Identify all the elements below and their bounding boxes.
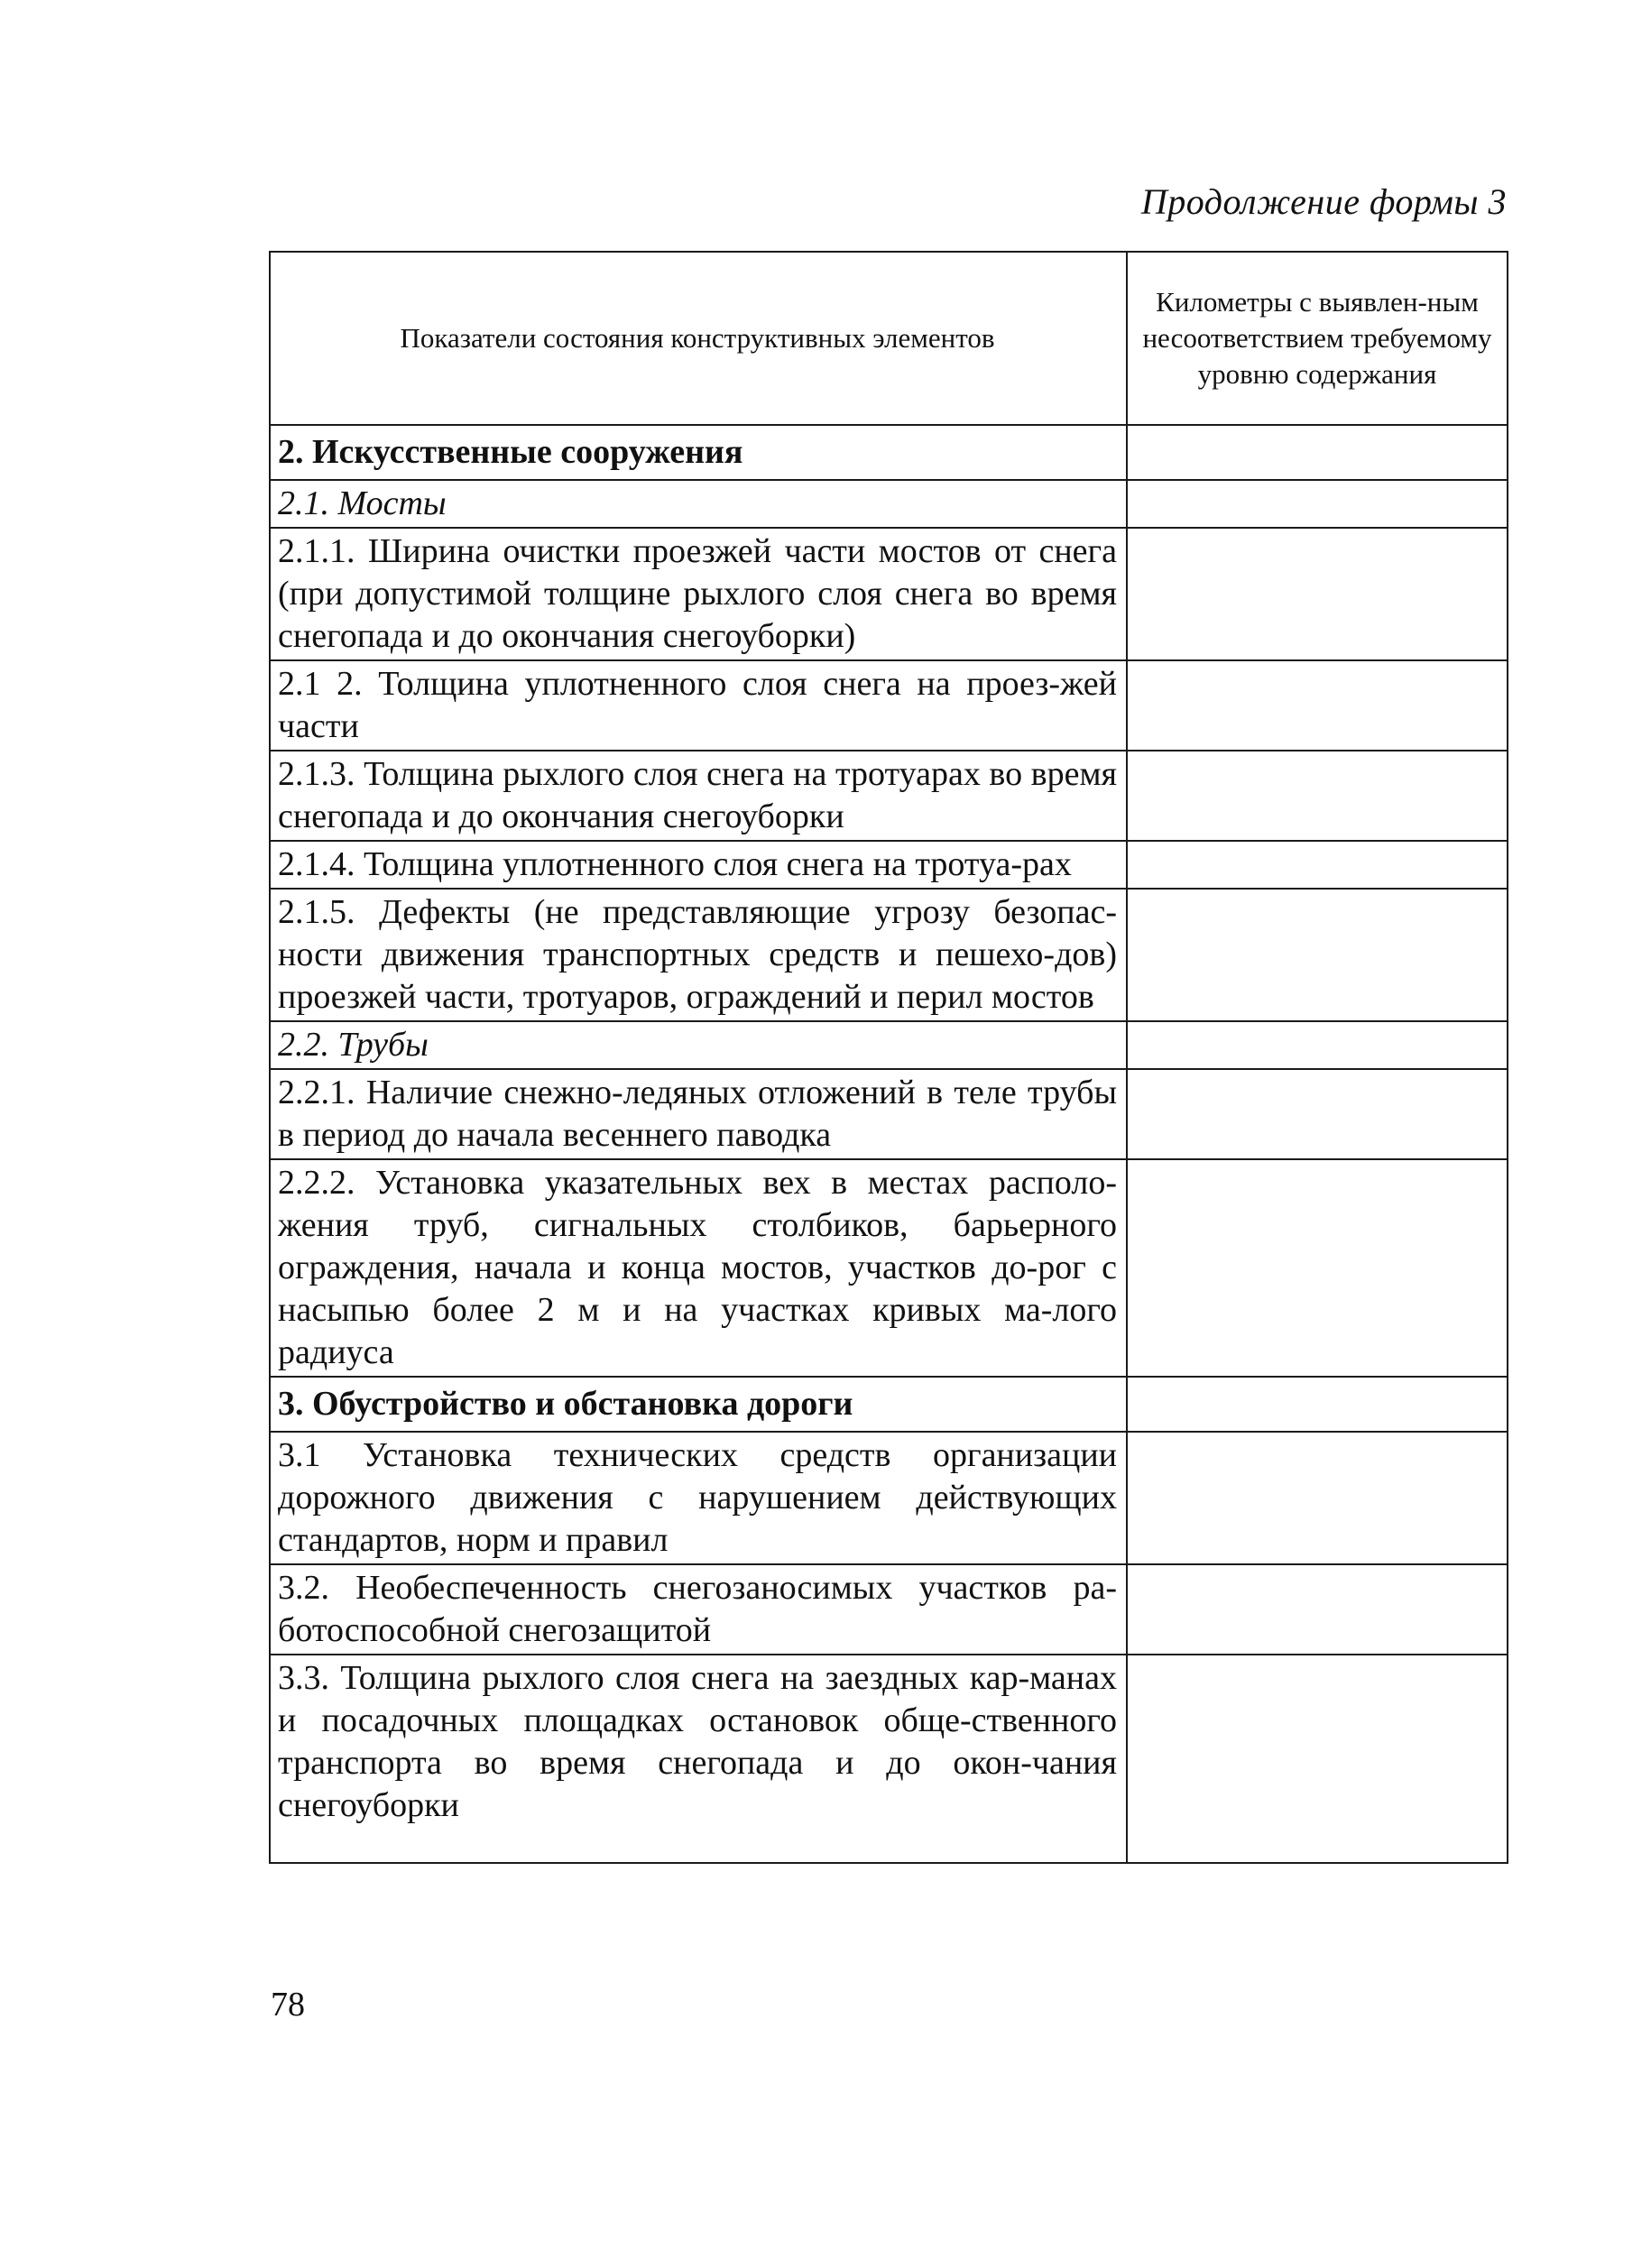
header-kilometers: Километры с выявлен-ным несоответствием требуемому уровню содержания [1127,252,1508,425]
table-row [270,751,1508,841]
row-km-cell [1127,1655,1508,1863]
table-row [270,480,1508,528]
table-row [270,1564,1508,1655]
row-km-cell [1127,528,1508,660]
row-indicator-text: 2.1.5. Дефекты (не представляющие угрозу безопас-ности движения транспортных средств и пешехо-дов) проезжей части, тротуаров, ограждений и перил мостов [270,889,1127,1021]
table-row [270,1021,1508,1069]
row-indicator-text: 3.2. Необеспеченность снегозаносимых участков ра-ботоспособной снегозащитой [270,1564,1127,1655]
table-row [270,1069,1508,1159]
row-indicator-text: 2. Искусственные сооружения [270,425,1127,480]
row-indicator-text: 2.1.1. Ширина очистки проезжей части мостов от снега (при допустимой толщине рыхлого слоя снега во время снегопада и до окончания снегоуборки) [270,528,1127,660]
table-row [270,1655,1508,1863]
row-km-cell [1127,425,1508,480]
row-indicator-text: 2.2.1. Наличие снежно-ледяных отложений в теле трубы в период до начала весеннего паводка [270,1069,1127,1159]
table-row [270,425,1508,480]
table-row [270,889,1508,1021]
row-km-cell [1127,480,1508,528]
row-indicator-text: 3.1 Установка технических средств организации дорожного движения с нарушением действующих стандартов, норм и правил [270,1432,1127,1564]
table-row [270,841,1508,889]
row-km-cell [1127,1069,1508,1159]
row-km-cell [1127,889,1508,1021]
row-km-cell [1127,1021,1508,1069]
row-indicator-text: 2.1.3. Толщина рыхлого слоя снега на тротуарах во время снегопада и до окончания снегоуборки [270,751,1127,841]
row-km-cell [1127,1159,1508,1377]
row-indicator-text: 2.2. Трубы [270,1021,1127,1069]
row-km-cell [1127,1377,1508,1432]
indicators-table [269,251,1508,1864]
row-indicator-text: 3.3. Толщина рыхлого слоя снега на заездных кар-манах и посадочных площадках остановок обще-ственного транспорта во время снегопада и до окон-чания снегоуборки [270,1655,1127,1863]
row-km-cell [1127,1432,1508,1564]
form-continuation-caption: Продолжение формы 3 [1140,181,1507,222]
row-km-cell [1127,841,1508,889]
table-row [270,1159,1508,1377]
table-header-row [270,252,1508,425]
table-row [270,1377,1508,1432]
table-row [270,528,1508,660]
page-number: 78 [271,1986,305,2024]
row-indicator-text: 2.1 2. Толщина уплотненного слоя снега на проез-жей части [270,660,1127,751]
row-indicator-text: 2.1. Мосты [270,480,1127,528]
table-row [270,660,1508,751]
row-km-cell [1127,1564,1508,1655]
row-indicator-text: 2.2.2. Установка указательных вех в местах располо-жения труб, сигнальных столбиков, барьерного ограждения, начала и конца мостов, участков до-рог с насыпью более 2 м и на участках кривых ма-лого радиуса [270,1159,1127,1377]
row-km-cell [1127,660,1508,751]
table-row [270,1432,1508,1564]
header-indicators: Показатели состояния конструктивных элементов [270,252,1127,425]
row-km-cell [1127,751,1508,841]
row-indicator-text: 2.1.4. Толщина уплотненного слоя снега на тротуа-рах [270,841,1127,889]
row-indicator-text: 3. Обустройство и обстановка дороги [270,1377,1127,1432]
